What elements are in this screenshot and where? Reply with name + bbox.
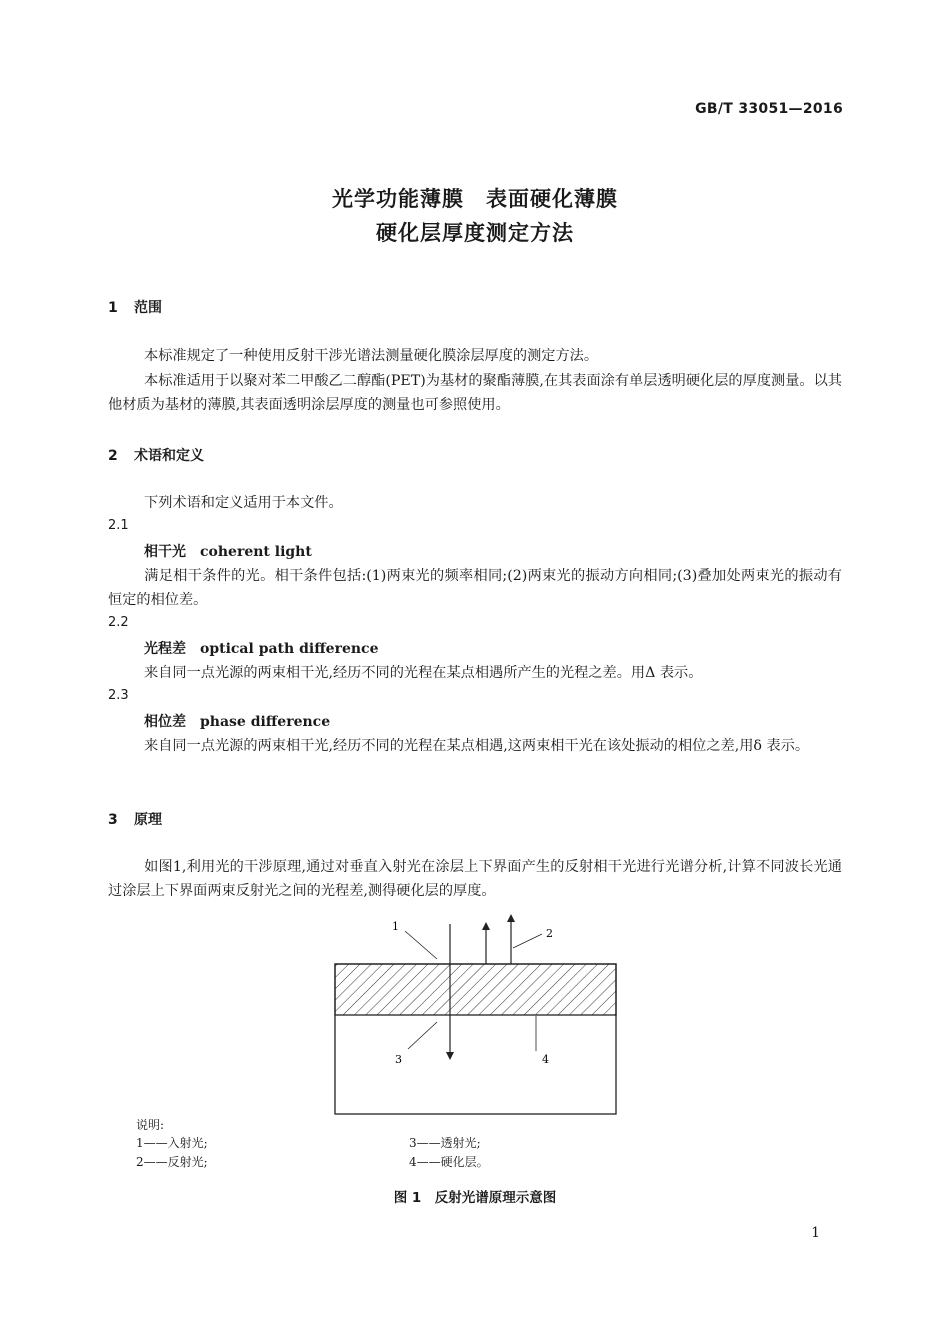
paragraph-text: 如图1,利用光的干涉原理,通过对垂直入射光在涂层上下界面产生的反射相干光进行光谱分析,计算不同波长光通过涂层上下界面两束反射光之间的光程差,测得硬化层的厚度。 — [108, 859, 842, 899]
section-title: 原理 — [134, 812, 162, 828]
hardcoat-layer — [335, 964, 616, 1015]
callout-leader-1 — [405, 931, 437, 959]
section-number: 3 — [108, 812, 118, 828]
term-en: phase difference — [200, 714, 331, 730]
term-zh: 光程差 — [144, 641, 186, 657]
paragraph-text: 下列术语和定义适用于本文件。 — [144, 495, 343, 511]
paragraph-text: 本标准规定了一种使用反射干涉光谱法测量硬化膜涂层厚度的测定方法。 — [144, 348, 599, 364]
term-zh: 相干光 — [144, 544, 186, 560]
paragraph-text: 本标准适用于以聚对苯二甲酸乙二醇酯(PET)为基材的聚酯薄膜,在其表面涂有单层透明硬化层的厚度测量。以其他材质为基材的薄膜,其表面透明涂层厚度的测量也可参照使用。 — [108, 373, 842, 413]
term-zh: 相位差 — [144, 714, 186, 730]
figure-caption: 图 1 反射光谱原理示意图 — [393, 1190, 557, 1206]
definition-text: 来自同一点光源的两束相干光,经历不同的光程在某点相遇所产生的光程之差。用Δ 表示。 — [144, 665, 703, 681]
definition-text: 来自同一点光源的两束相干光,经历不同的光程在某点相遇,这两束相干光在该处振动的相位之差,用δ 表示。 — [144, 738, 810, 754]
standard-code: GB/T 33051—2016 — [695, 101, 843, 117]
term-en: coherent light — [200, 544, 312, 560]
term-number: 2.1 — [108, 518, 129, 533]
figure-legend-item: 3——透射光; — [409, 1136, 481, 1150]
section-title: 范围 — [134, 300, 162, 316]
section-title: 术语和定义 — [134, 448, 204, 464]
callout-leader-2 — [513, 934, 542, 948]
section-number: 2 — [108, 448, 118, 464]
callout-label-1: 1 — [392, 920, 399, 933]
term-en: optical path difference — [200, 641, 379, 657]
term-number: 2.2 — [108, 615, 129, 630]
page-number: 1 — [811, 1225, 820, 1241]
figure-legend-item: 1——入射光; — [136, 1136, 208, 1150]
figure-legend-item: 4——硬化层。 — [409, 1155, 489, 1169]
callout-label-2: 2 — [546, 927, 553, 940]
term-number: 2.3 — [108, 688, 129, 703]
figure-legend-item: 2——反射光; — [136, 1155, 208, 1169]
document-title-line1: 光学功能薄膜 表面硬化薄膜 — [332, 187, 618, 211]
figure-legend-title: 说明: — [136, 1118, 165, 1132]
callout-label-3: 3 — [395, 1053, 402, 1066]
definition-text: 满足相干条件的光。相干条件包括:(1)两束光的频率相同;(2)两束光的振动方向相同;(3)叠加处两束光的振动有恒定的相位差。 — [108, 568, 842, 608]
section-number: 1 — [108, 300, 118, 316]
document-title-line2: 硬化层厚度测定方法 — [376, 221, 574, 245]
callout-label-4: 4 — [542, 1053, 549, 1066]
